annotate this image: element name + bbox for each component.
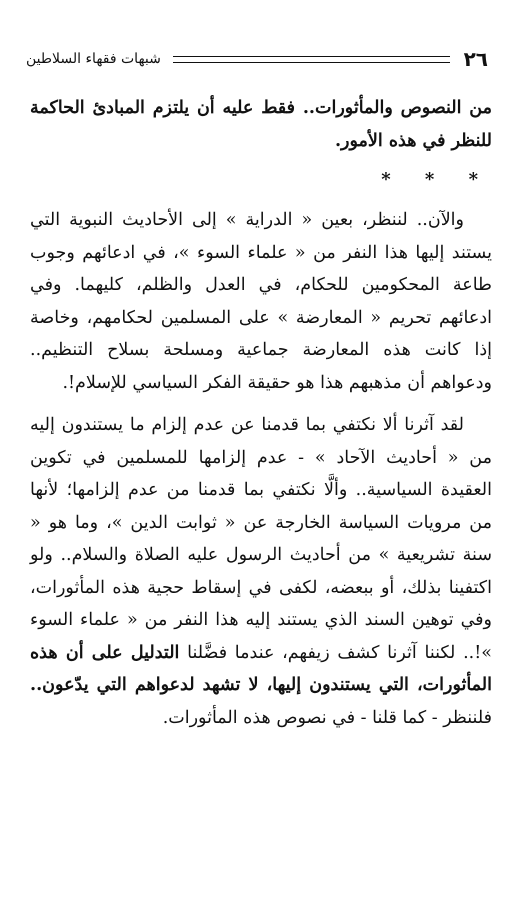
- opening-paragraph: من النصوص والمأثورات.. فقط عليه أن يلتزم المبادئ الحاكمة للنظر في هذه الأمور.: [30, 98, 492, 151]
- page-header: [26, 44, 488, 74]
- paragraph-2-text-a: لقد آثرنا ألا نكتفي بما قدمنا عن عدم إلزام ما يستندون إليه من « أحاديث الآحاد » - عدم إلزامها للمسلمين في تكوين العقيدة السياسية.. وألَّا نكتفي بما قدمنا من عدم إلزامها؛ لأنها من مرويات السياسة الخارجة عن « ثوابت الدين »، وما هو « سنة تشريعية » من أحاديث الرسول عليه الصلاة والسلام.. ولو اكتفينا بذلك، أو ببعضه، لكفى في إسقاط حجية هذه المأثورات، وفي توهين السند الذي يستند إليه هذا النفر من « علماء السوء »!.. لكننا آثرنا كشف زيفهم، عندما فضَّلنا: [30, 415, 492, 663]
- paragraph-2-bold-text: التدليل على أن هذه المأثورات، التي يستندون إليها، لا تشهد لدعواهم التي يدّعون..: [30, 642, 492, 695]
- page-number: ٢٦: [463, 47, 488, 71]
- running-title: شبهات فقهاء السلاطين: [26, 51, 161, 67]
- section-separator: * * *: [381, 169, 492, 190]
- page-body: [30, 92, 492, 734]
- paragraph-2: [30, 409, 492, 734]
- paragraph-2-text-b: فلننظر - كما قلنا - في نصوص هذه المأثورات.: [162, 707, 492, 728]
- header-rule: [173, 56, 450, 63]
- paragraph-1: والآن.. لننظر، بعين « الدراية » إلى الأحاديث النبوية التي يستند إليها هذا النفر من « علماء السوء »، في ادعائهم وجوب طاعة المحكومين للحكام، في العدل والظلم، كليهما. وفي ادعائهم تحريم « المعارضة » على المسلمين لحكامهم، وخاصة إذا كانت هذه المعارضة جماعية ومسلحة بسلاح التنظيم.. ودعواهم أن مذهبهم هذا هو حقيقة الفكر السياسي للإسلام!.: [30, 210, 492, 393]
